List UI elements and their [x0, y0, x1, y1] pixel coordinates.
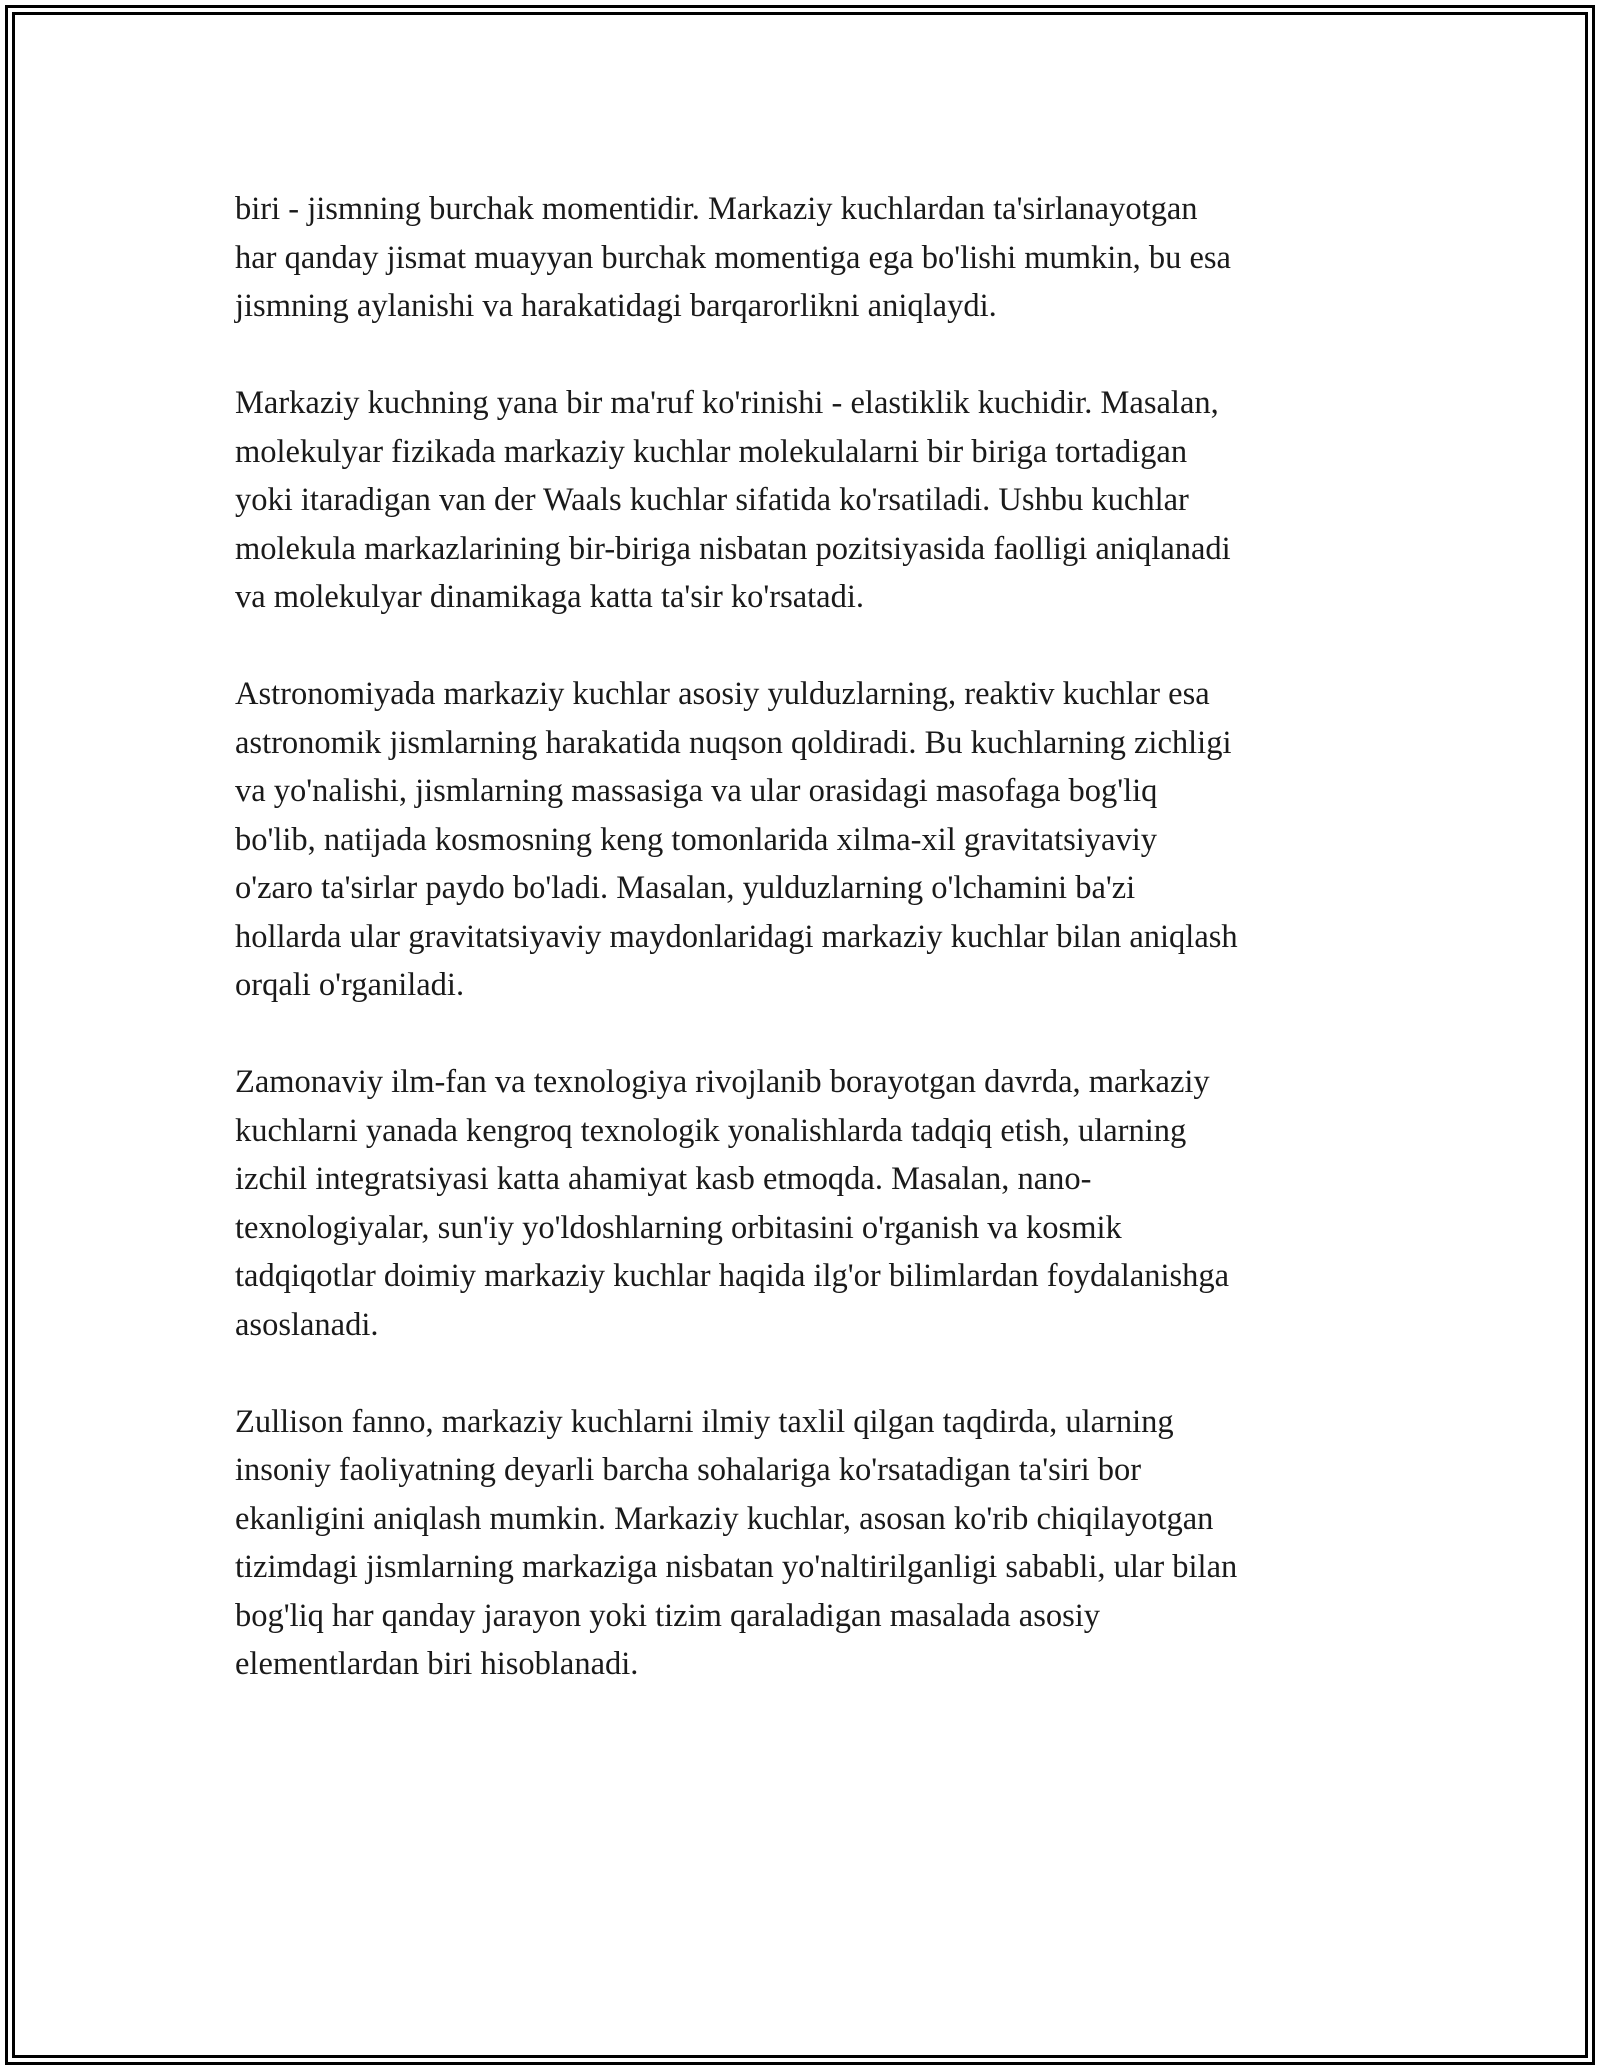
text-line: Markaziy kuchning yana bir ma'ruf ko'rinishi - elastiklik kuchidir. Masalan,	[235, 385, 1219, 421]
text-line: elementlardan biri hisoblanadi.	[235, 1646, 639, 1682]
text-line: molekulyar fizikada markaziy kuchlar molekulalarni bir biriga tortadigan	[235, 433, 1188, 470]
text-line: jismning aylanishi va harakatidagi barqarorlikni aniqlaydi.	[235, 288, 997, 324]
paragraph-1	[235, 185, 1375, 331]
text-line: insoniy faoliyatning deyarli barcha sohalariga ko'rsatadigan ta'siri bor	[235, 1452, 1142, 1488]
text-line: tadqiqotlar doimiy markaziy kuchlar haqida ilg'or bilimlardan foydalanishga	[235, 1258, 1230, 1294]
paragraph-5	[235, 1398, 1375, 1689]
paragraph-4	[235, 1058, 1375, 1349]
text-line: har qanday jismat muayyan burchak momentiga ega bo'lishi mumkin, bu esa	[235, 239, 1231, 276]
text-line: astronomik jismlarning harakatida nuqson qoldiradi. Bu kuchlarning zichligi	[235, 724, 1232, 761]
text-line: Zamonaviy ilm-fan va texnologiya rivojlanib borayotgan davrda, markaziy	[235, 1064, 1210, 1100]
text-line: molekula markazlarining bir-biriga nisbatan pozitsiyasida faolligi aniqlanadi	[235, 530, 1231, 567]
text-line: bo'lib, natijada kosmosning keng tomonlarida xilma-xil gravitatsiyaviy	[235, 821, 1158, 858]
text-line: va yo'nalishi, jismlarning massasiga va ular orasidagi masofaga bog'liq	[235, 773, 1158, 809]
text-line: izchil integratsiyasi katta ahamiyat kasb etmoqda. Masalan, nano-	[235, 1161, 1092, 1197]
text-line: ekanligini aniqlash mumkin. Markaziy kuchlar, asosan ko'rib chiqilayotgan	[235, 1500, 1214, 1537]
text-line: yoki itaradigan van der Waals kuchlar sifatida ko'rsatiladi. Ushbu kuchlar	[235, 482, 1189, 518]
text-line: texnologiyalar, sun'iy yo'ldoshlarning orbitasini o'rganish va kosmik	[235, 1209, 1122, 1246]
text-line: va molekulyar dinamikaga katta ta'sir ko'rsatadi.	[235, 579, 865, 615]
text-line: orqali o'rganiladi.	[235, 967, 465, 1003]
text-line: Astronomiyada markaziy kuchlar asosiy yulduzlarning, reaktiv kuchlar esa	[235, 676, 1210, 712]
text-line: hollarda ular gravitatsiyaviy maydonlaridagi markaziy kuchlar bilan aniqlash	[235, 918, 1238, 955]
text-line: asoslanadi.	[235, 1306, 379, 1343]
text-line: Zullison fanno, markaziy kuchlarni ilmiy taxlil qilgan taqdirda, ularning	[235, 1403, 1174, 1440]
paragraph-3	[235, 670, 1375, 1010]
document-body	[235, 185, 1375, 1737]
text-line: kuchlarni yanada kengroq texnologik yonalishlarda tadqiq etish, ularning	[235, 1112, 1187, 1149]
paragraph-2	[235, 379, 1375, 622]
text-line: biri - jismning burchak momentidir. Markaziy kuchlardan ta'sirlanayotgan	[235, 191, 1198, 227]
text-line: o'zaro ta'sirlar paydo bo'ladi. Masalan, yulduzlarning o'lchamini ba'zi	[235, 870, 1136, 906]
text-line: bog'liq har qanday jarayon yoki tizim qaraladigan masalada asosiy	[235, 1597, 1101, 1634]
text-line: tizimdagi jismlarning markaziga nisbatan yo'naltirilganligi sababli, ular bilan	[235, 1549, 1238, 1585]
